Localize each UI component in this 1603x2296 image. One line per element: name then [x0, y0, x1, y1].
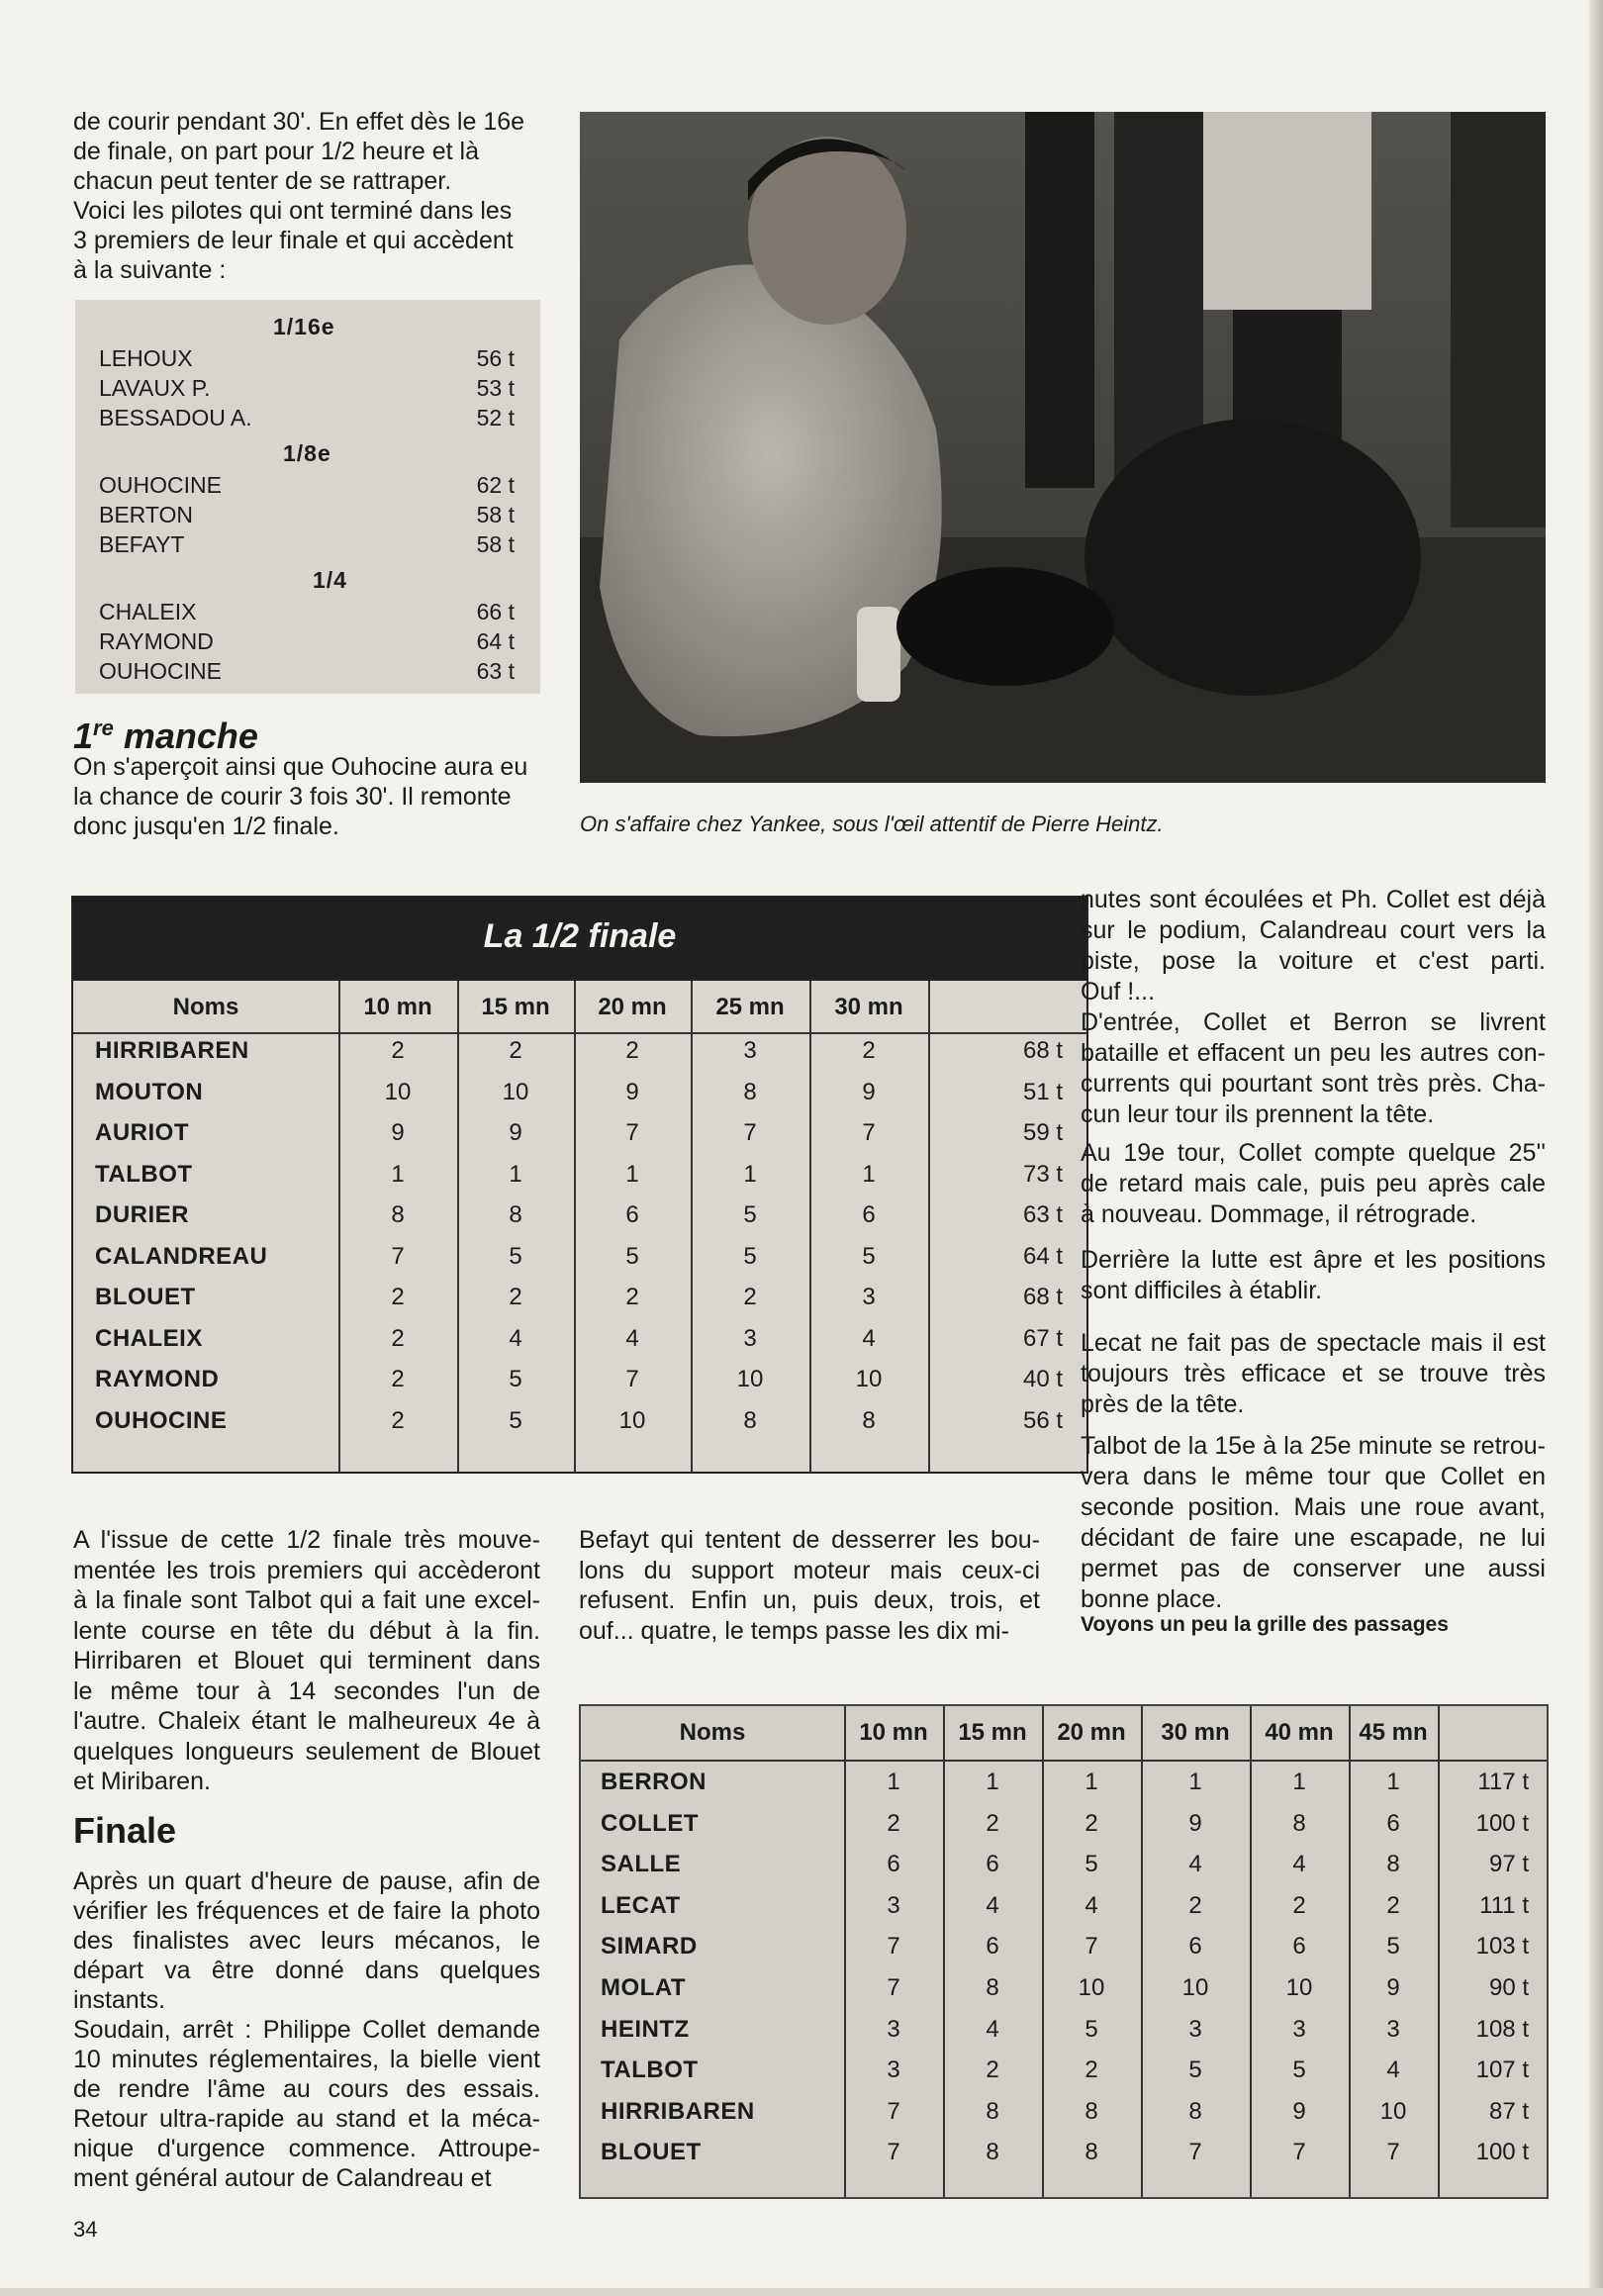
table-position-cell: 9	[1292, 2097, 1306, 2125]
results-driver-name: BERTON	[99, 502, 194, 527]
table-total-laps: 111 t	[1479, 1891, 1529, 1919]
table-driver-name: OUHOCINE	[95, 1406, 228, 1434]
text-line: décidant de faire une escapade, ne lui	[1081, 1524, 1546, 1552]
page-edge	[1589, 0, 1603, 2296]
table-driver-name: LECAT	[601, 1891, 681, 1919]
table-driver-name: BLOUET	[601, 2139, 702, 2166]
manche-heading-num: 1	[73, 716, 94, 756]
table-position-cell: 10	[855, 1366, 883, 1392]
table-driver-name: MOLAT	[601, 1974, 687, 2001]
text-line: Derrière la lutte est âpre et les positions	[1081, 1246, 1546, 1274]
table-position-cell: 8	[1292, 1809, 1306, 1837]
table-position-cell: 2	[391, 1037, 405, 1064]
table-position-cell: 5	[1188, 2057, 1202, 2084]
grid-table	[579, 1704, 1549, 2199]
manche-heading-word: manche	[123, 716, 258, 756]
text-line: sont difficiles à établir.	[1081, 1277, 1323, 1304]
table-position-cell: 3	[1386, 2015, 1400, 2043]
results-driver-name: OUHOCINE	[99, 472, 222, 498]
table-driver-name: SIMARD	[601, 1933, 698, 1961]
table-position-cell: 5	[1386, 1933, 1400, 1961]
text-line: nutes sont écoulées et Ph. Collet est déjà	[1081, 886, 1546, 913]
table-position-cell: 4	[625, 1324, 639, 1352]
semi-final-table-title: La 1/2 finale	[483, 917, 677, 955]
table-position-cell: 5	[625, 1242, 639, 1270]
table-total-laps: 67 t	[1022, 1324, 1063, 1352]
table-position-cell: 5	[743, 1201, 757, 1228]
manche-heading	[73, 709, 258, 756]
text-line: de rendre l'âme au cours des essais.	[73, 2075, 540, 2103]
table-position-cell: 8	[986, 2139, 999, 2166]
table-header-cell: 40 mn	[1265, 1719, 1334, 1746]
table-position-cell: 1	[743, 1160, 757, 1188]
table-position-cell: 8	[509, 1201, 522, 1228]
text-line: On s'aperçoit ainsi que Ouhocine aura eu	[73, 753, 528, 781]
finale-heading: Finale	[73, 1810, 177, 1851]
table-position-cell: 4	[862, 1324, 876, 1352]
table-driver-name: COLLET	[601, 1809, 699, 1837]
results-laps: 53 t	[476, 375, 515, 401]
table-header-cell: 30 mn	[1161, 1719, 1230, 1746]
table-header-cell: Noms	[679, 1719, 746, 1746]
text-line: Hirribaren et Blouet qui terminent dans	[73, 1647, 540, 1674]
text-line: lente course en tête du début à la fin.	[73, 1616, 540, 1645]
text-line: à nouveau. Dommage, il rétrograde.	[1081, 1200, 1477, 1228]
table-total-laps: 100 t	[1475, 2139, 1529, 2166]
table-header-cell: 20 mn	[1057, 1719, 1126, 1746]
table-position-cell: 6	[1188, 1933, 1202, 1961]
table-position-cell: 8	[986, 2097, 999, 2125]
table-position-cell: 1	[625, 1160, 639, 1188]
table-position-cell: 2	[625, 1284, 639, 1310]
table-position-cell: 2	[625, 1037, 639, 1064]
table-position-cell: 7	[887, 2097, 900, 2125]
table-position-cell: 8	[1084, 2097, 1098, 2125]
table-position-cell: 2	[986, 2057, 999, 2084]
table-position-cell: 2	[391, 1406, 405, 1434]
text-line: Voici les pilotes qui ont terminé dans les	[73, 197, 513, 225]
text-line: quelques longueurs seulement de Blouet	[73, 1737, 540, 1766]
results-driver-name: RAYMOND	[99, 628, 214, 654]
table-position-cell: 2	[391, 1284, 405, 1310]
table-position-cell: 1	[509, 1160, 522, 1188]
table-position-cell: 2	[887, 1809, 900, 1837]
table-position-cell: 4	[986, 2015, 999, 2043]
text-line: seconde position. Mais une roue avant,	[1081, 1493, 1546, 1521]
table-position-cell: 3	[1188, 2015, 1202, 2043]
manche-heading-sup: re	[93, 716, 114, 740]
table-position-cell: 1	[887, 1769, 900, 1795]
table-total-laps: 107 t	[1475, 2057, 1529, 2084]
table-total-laps: 117 t	[1477, 1769, 1529, 1795]
results-laps: 52 t	[476, 405, 515, 430]
results-laps: 58 t	[476, 531, 515, 557]
text-line: Lecat ne fait pas de spectacle mais il est	[1081, 1329, 1546, 1357]
text-line: permet pas de conserver une aussi	[1081, 1555, 1546, 1582]
table-position-cell: 5	[1084, 1851, 1098, 1878]
table-position-cell: 10	[618, 1406, 646, 1434]
table-header-cell: 30 mn	[834, 994, 903, 1020]
table-position-cell: 3	[887, 2015, 900, 2043]
photo-caption: On s'affaire chez Yankee, sous l'œil attentif de Pierre Heintz.	[580, 812, 1164, 836]
text-line: vérifier les fréquences et de faire la photo	[73, 1897, 540, 1925]
text-line: près de la tête.	[1081, 1390, 1245, 1418]
table-header-cell: 25 mn	[715, 994, 785, 1020]
table-driver-name: RAYMOND	[95, 1366, 220, 1392]
table-header-divider	[581, 1760, 1547, 1762]
text-line: D'entrée, Collet et Berron se livrent	[1081, 1008, 1546, 1036]
table-position-cell: 2	[391, 1366, 405, 1392]
text-line: Retour ultra-rapide au stand et la méca-	[73, 2105, 540, 2133]
grid-intro-line: Voyons un peu la grille des passages	[1081, 1613, 1449, 1636]
text-line: lons du support moteur mais ceux-ci	[579, 1556, 1040, 1584]
table-total-laps: 90 t	[1488, 1974, 1529, 2001]
text-line: vera dans le même tour que Collet en	[1081, 1463, 1546, 1490]
table-total-laps: 108 t	[1475, 2015, 1529, 2043]
text-line: ouf... quatre, le temps passe les dix mi-	[579, 1616, 1009, 1645]
table-position-cell: 10	[502, 1078, 529, 1105]
results-driver-name: BEFAYT	[99, 531, 185, 557]
table-position-cell: 1	[1386, 1769, 1400, 1795]
table-position-cell: 2	[509, 1284, 522, 1310]
table-position-cell: 4	[1084, 1891, 1098, 1919]
table-position-cell: 8	[391, 1201, 405, 1228]
results-group-heading: 1/4	[313, 567, 347, 593]
results-laps: 66 t	[476, 599, 515, 624]
text-line: Talbot de la 15e à la 25e minute se retrou-	[1081, 1432, 1546, 1460]
table-position-cell: 6	[887, 1851, 900, 1878]
table-position-cell: 5	[1292, 2057, 1306, 2084]
table-position-cell: 7	[1292, 2139, 1306, 2166]
table-header-cell: 10 mn	[859, 1719, 928, 1746]
table-position-cell: 3	[1292, 2015, 1306, 2043]
text-line: à la suivante :	[73, 256, 227, 284]
table-total-laps: 68 t	[1022, 1037, 1063, 1064]
table-driver-name: CHALEIX	[95, 1324, 203, 1352]
table-total-laps: 87 t	[1488, 2097, 1529, 2125]
results-laps: 63 t	[476, 658, 515, 684]
table-position-cell: 8	[743, 1078, 757, 1105]
table-position-cell: 8	[1188, 2097, 1202, 2125]
table-driver-name: SALLE	[601, 1851, 682, 1878]
table-position-cell: 2	[862, 1037, 876, 1064]
text-line: ment général autour de Calandreau et	[73, 2164, 492, 2192]
table-header-cell: Noms	[172, 994, 239, 1020]
results-box	[75, 300, 540, 694]
table-position-cell: 6	[862, 1201, 876, 1228]
table-position-cell: 7	[1084, 1933, 1098, 1961]
text-line: à la finale sont Talbot qui a fait une excel-	[73, 1586, 540, 1614]
results-laps: 56 t	[476, 345, 515, 371]
table-total-laps: 73 t	[1022, 1160, 1063, 1188]
table-position-cell: 10	[1078, 1974, 1105, 2001]
table-total-laps: 40 t	[1022, 1366, 1063, 1392]
table-position-cell: 4	[1292, 1851, 1306, 1878]
table-position-cell: 7	[887, 1933, 900, 1961]
table-driver-name: DURIER	[95, 1201, 190, 1228]
table-position-cell: 3	[743, 1324, 757, 1352]
table-total-laps: 97 t	[1488, 1851, 1529, 1878]
results-laps: 62 t	[476, 472, 515, 498]
table-position-cell: 7	[887, 1974, 900, 2001]
table-total-laps: 64 t	[1022, 1242, 1063, 1270]
text-line: instants.	[73, 1986, 166, 2014]
table-driver-name: TALBOT	[95, 1160, 193, 1188]
text-line: Au 19e tour, Collet compte quelque 25''	[1081, 1139, 1546, 1167]
table-total-laps: 103 t	[1475, 1933, 1529, 1961]
table-position-cell: 4	[1386, 2057, 1400, 2084]
results-driver-name: LAVAUX P.	[99, 375, 211, 401]
table-position-cell: 8	[862, 1406, 876, 1434]
text-line: de retard mais cale, puis peu après cale	[1081, 1170, 1546, 1197]
table-position-cell: 3	[887, 1891, 900, 1919]
table-position-cell: 6	[1292, 1933, 1306, 1961]
table-position-cell: 1	[1292, 1769, 1306, 1795]
table-total-laps: 68 t	[1022, 1284, 1063, 1310]
table-total-laps: 63 t	[1022, 1201, 1063, 1228]
text-line: bonne place.	[1081, 1585, 1223, 1613]
table-driver-name: HIRRIBAREN	[95, 1037, 249, 1064]
table-position-cell: 8	[1084, 2139, 1098, 2166]
text-line: mentée les trois premiers qui accèderont	[73, 1556, 540, 1584]
table-position-cell: 5	[509, 1242, 522, 1270]
text-line: départ va être donné dans quelques	[73, 1957, 540, 1984]
table-position-cell: 7	[887, 2139, 900, 2166]
table-position-cell: 1	[862, 1160, 876, 1188]
table-position-cell: 7	[743, 1119, 757, 1146]
text-line: l'autre. Chaleix étant le malheureux 4e à	[73, 1707, 540, 1735]
text-line: des finalistes avec leurs mécanos, le	[73, 1927, 540, 1955]
table-header-cell: 10 mn	[363, 994, 432, 1020]
text-line: la chance de courir 3 fois 30'. Il remonte	[73, 783, 512, 811]
table-position-cell: 10	[736, 1366, 764, 1392]
text-line: de finale, on part pour 1/2 heure et là	[73, 138, 480, 165]
table-header-cell: 15 mn	[958, 1719, 1027, 1746]
text-line: piste, pose la voiture et c'est parti.	[1081, 947, 1546, 975]
text-line: donc jusqu'en 1/2 finale.	[73, 813, 339, 840]
table-position-cell: 5	[862, 1242, 876, 1270]
table-position-cell: 9	[625, 1078, 639, 1105]
results-driver-name: LEHOUX	[99, 345, 193, 371]
table-position-cell: 9	[391, 1119, 405, 1146]
table-driver-name: HEINTZ	[601, 2015, 690, 2043]
table-position-cell: 9	[1188, 1809, 1202, 1837]
table-position-cell: 10	[1181, 1974, 1209, 2001]
text-line: de courir pendant 30'. En effet dès le 16e	[73, 108, 525, 136]
table-driver-name: AURIOT	[95, 1119, 189, 1146]
table-position-cell: 1	[391, 1160, 405, 1188]
table-position-cell: 5	[743, 1242, 757, 1270]
table-position-cell: 2	[1292, 1891, 1306, 1919]
text-line: bataille et effacent un peu les autres con-	[1081, 1039, 1546, 1067]
table-position-cell: 6	[625, 1201, 639, 1228]
table-header-cell: 20 mn	[598, 994, 667, 1020]
table-position-cell: 7	[391, 1242, 405, 1270]
results-laps: 58 t	[476, 502, 515, 527]
text-line: Soudain, arrêt : Philippe Collet demande	[73, 2016, 540, 2044]
text-line: le même tour à 14 secondes l'un de	[73, 1676, 540, 1705]
table-position-cell: 10	[384, 1078, 412, 1105]
table-position-cell: 9	[509, 1119, 522, 1146]
text-line: sur le podium, Calandreau court vers la	[1081, 916, 1546, 944]
table-position-cell: 5	[509, 1366, 522, 1392]
text-line: A l'issue de cette 1/2 finale très mouve-	[73, 1526, 540, 1554]
table-position-cell: 3	[887, 2057, 900, 2084]
table-position-cell: 7	[1386, 2139, 1400, 2166]
table-position-cell: 5	[1084, 2015, 1098, 2043]
table-position-cell: 2	[1084, 2057, 1098, 2084]
table-header-cell: 45 mn	[1359, 1719, 1428, 1746]
table-position-cell: 3	[743, 1037, 757, 1064]
table-driver-name: HIRRIBAREN	[601, 2097, 755, 2125]
table-driver-name: MOUTON	[95, 1078, 204, 1105]
table-position-cell: 7	[625, 1366, 639, 1392]
table-position-cell: 2	[391, 1324, 405, 1352]
table-driver-name: BERRON	[601, 1769, 707, 1795]
table-position-cell: 5	[509, 1406, 522, 1434]
semi-final-table	[71, 896, 1088, 1474]
table-driver-name: BLOUET	[95, 1284, 196, 1310]
table-total-laps: 59 t	[1022, 1119, 1063, 1146]
page-number: 34	[73, 2217, 98, 2242]
table-position-cell: 1	[1188, 1769, 1202, 1795]
text-line: cun leur tour ils prennent la tête.	[1081, 1100, 1435, 1128]
text-line: et Miribaren.	[73, 1768, 211, 1795]
table-position-cell: 7	[1188, 2139, 1202, 2166]
semi-final-table-title-bar	[73, 898, 1086, 981]
table-position-cell: 9	[862, 1078, 876, 1105]
table-position-cell: 7	[625, 1119, 639, 1146]
table-position-cell: 4	[986, 1891, 999, 1919]
text-line: 10 minutes réglementaires, la bielle vient	[73, 2046, 540, 2073]
table-total-laps: 56 t	[1022, 1406, 1063, 1434]
text-line: currents qui pourtant sont très près. Cha-	[1081, 1070, 1546, 1098]
table-position-cell: 10	[1379, 2097, 1407, 2125]
table-header-divider	[73, 1032, 1086, 1034]
text-line: nique d'urgence commence. Attroupe-	[73, 2135, 540, 2162]
table-driver-name: CALANDREAU	[95, 1242, 268, 1270]
table-position-cell: 2	[509, 1037, 522, 1064]
table-position-cell: 2	[1084, 1809, 1098, 1837]
results-driver-name: CHALEIX	[99, 599, 197, 624]
table-driver-name: TALBOT	[601, 2057, 699, 2084]
text-line: Befayt qui tentent de desserrer les bou-	[579, 1526, 1040, 1554]
results-laps: 64 t	[476, 628, 515, 654]
table-total-laps: 100 t	[1475, 1809, 1529, 1837]
text-line: Ouf !...	[1081, 978, 1156, 1005]
table-total-laps: 51 t	[1022, 1078, 1063, 1105]
text-line: chacun peut tenter de se rattraper.	[73, 167, 452, 195]
table-position-cell: 10	[1285, 1974, 1313, 2001]
table-position-cell: 1	[986, 1769, 999, 1795]
table-position-cell: 4	[1188, 1851, 1202, 1878]
page-bottom-edge	[0, 2288, 1603, 2296]
table-position-cell: 8	[743, 1406, 757, 1434]
text-line: refusent. Enfin un, puis deux, trois, et	[579, 1586, 1040, 1614]
photo-image	[580, 112, 1546, 783]
results-group-heading: 1/8e	[283, 440, 331, 466]
table-position-cell: 8	[1386, 1851, 1400, 1878]
results-driver-name: OUHOCINE	[99, 658, 222, 684]
table-position-cell: 9	[1386, 1974, 1400, 2001]
table-position-cell: 2	[1386, 1891, 1400, 1919]
table-position-cell: 3	[862, 1284, 876, 1310]
photo	[580, 112, 1546, 783]
table-position-cell: 2	[1188, 1891, 1202, 1919]
table-position-cell: 6	[986, 1851, 999, 1878]
table-position-cell: 8	[986, 1974, 999, 2001]
table-position-cell: 4	[509, 1324, 522, 1352]
table-position-cell: 6	[1386, 1809, 1400, 1837]
results-driver-name: BESSADOU A.	[99, 405, 252, 430]
table-header-cell: 15 mn	[481, 994, 550, 1020]
text-line: Après un quart d'heure de pause, afin de	[73, 1867, 540, 1895]
table-position-cell: 1	[1084, 1769, 1098, 1795]
text-line: toujours très efficace et se trouve très	[1081, 1360, 1546, 1387]
results-group-heading: 1/16e	[273, 314, 335, 339]
table-position-cell: 6	[986, 1933, 999, 1961]
text-line: 3 premiers de leur finale et qui accèdent	[73, 227, 514, 254]
table-position-cell: 7	[862, 1119, 876, 1146]
table-position-cell: 2	[743, 1284, 757, 1310]
table-position-cell: 2	[986, 1809, 999, 1837]
